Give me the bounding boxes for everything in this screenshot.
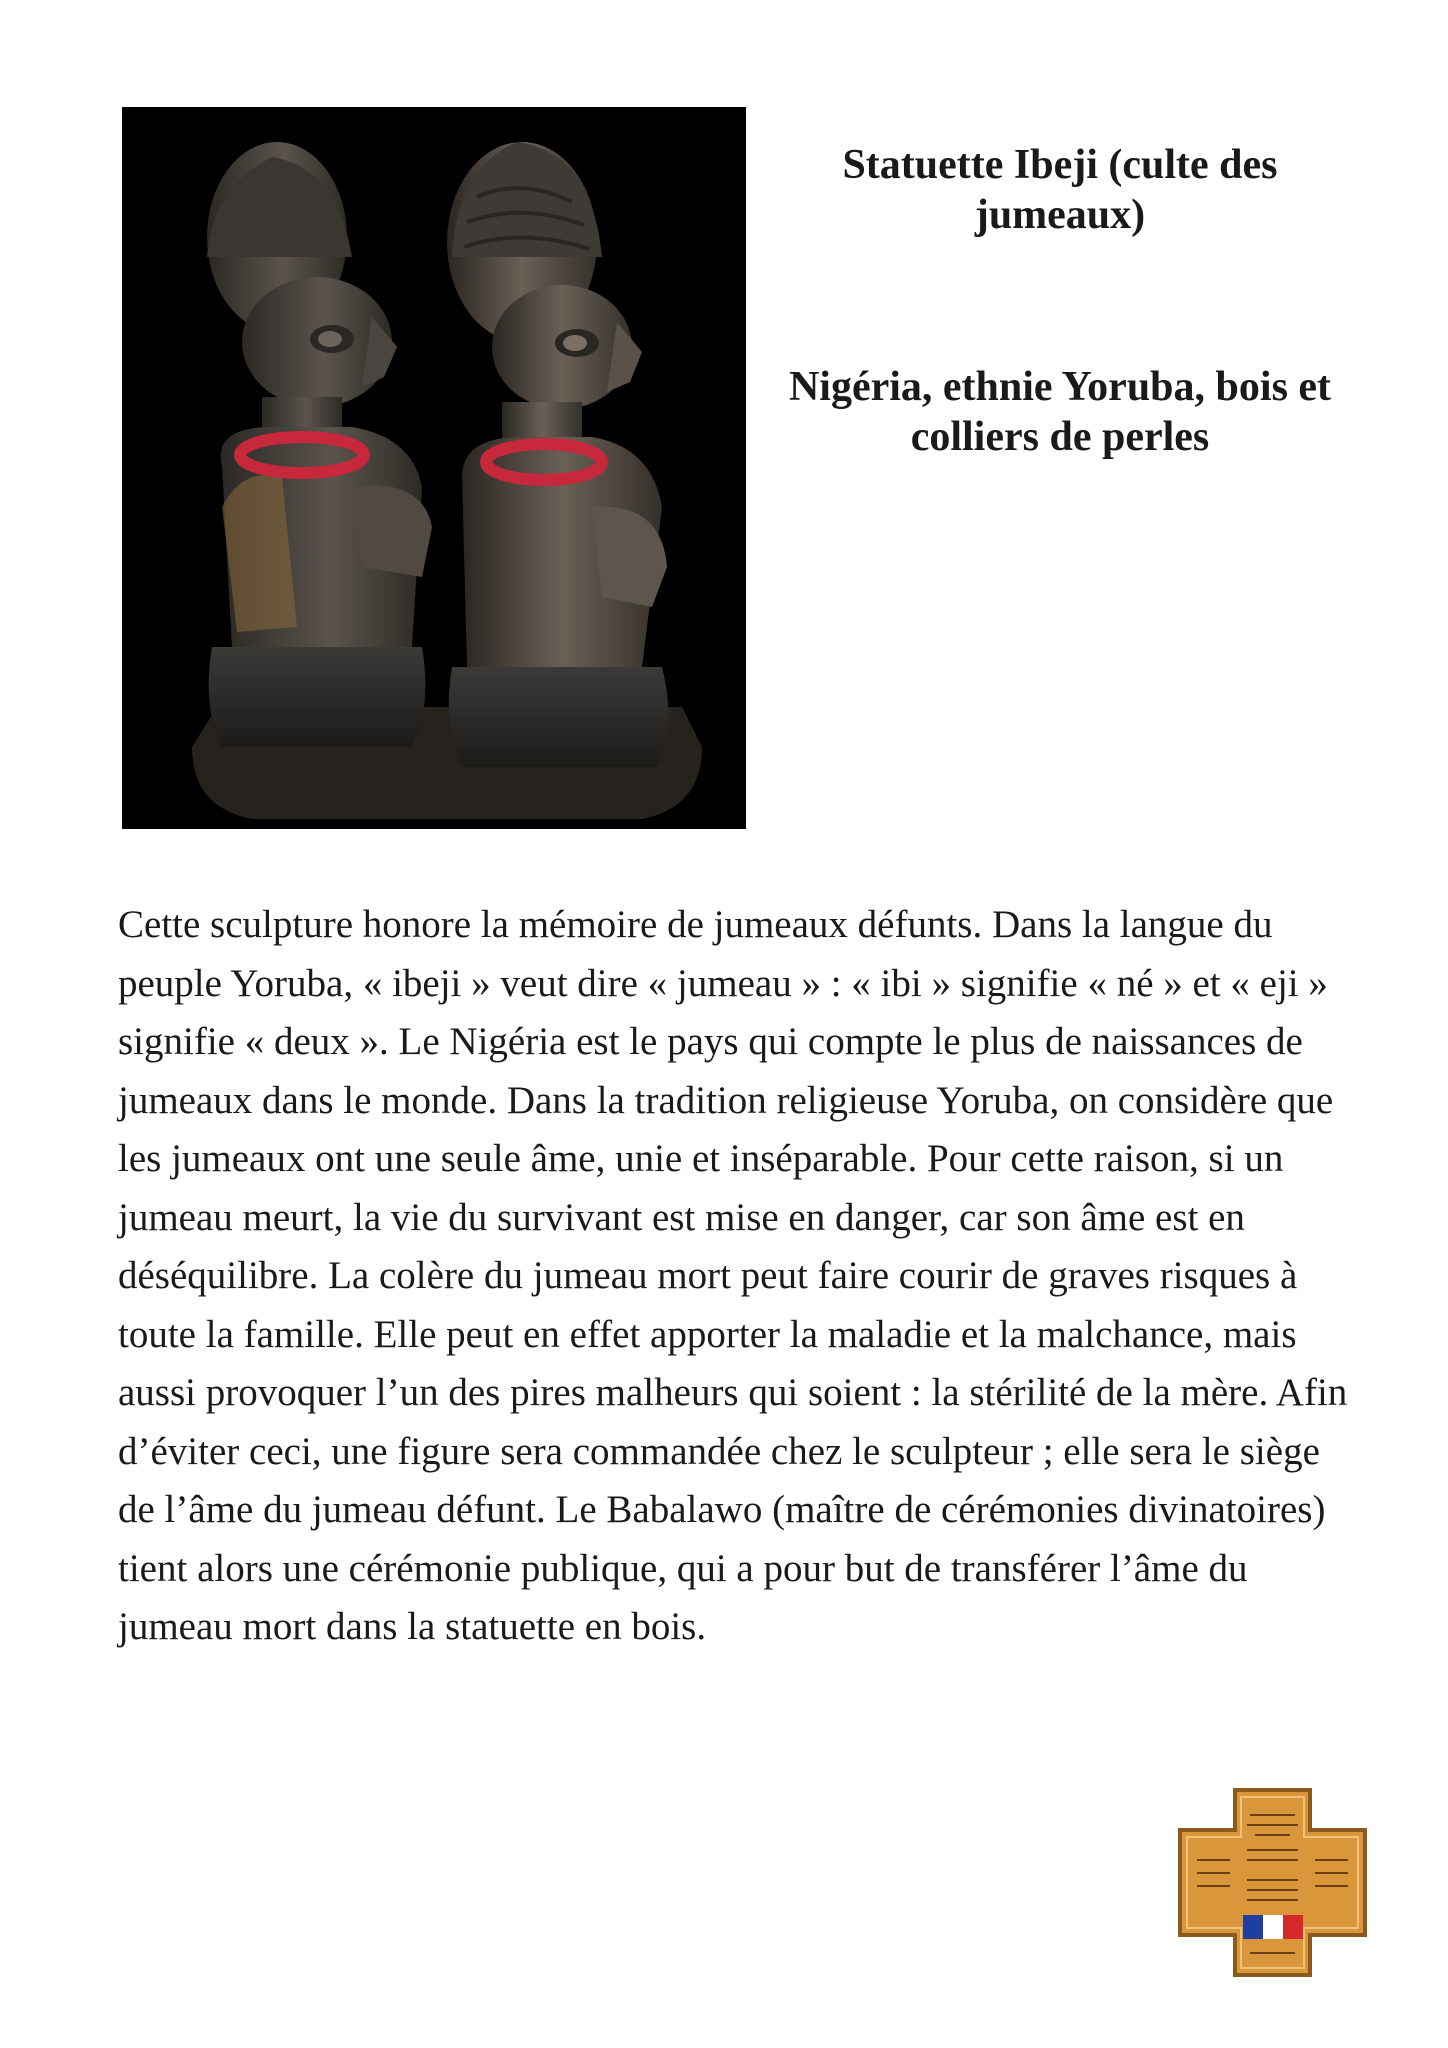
artwork-description: Cette sculpture honore la mémoire de jumeaux défunts. Dans la langue du peuple Yoruba, « ibeji » veut dire « jumeau » : « ibi » signifie « né » et « eji » signifie « deux ». Le Nigéria est le pays qui compte le plus de naissances de jumeaux dans le monde. Dans la tradition religieuse Yoruba, on considère que les jumeaux ont une seule âme, unie et inséparable. Pour cette raison, si un jumeau meurt, la vie du survivant est mise en danger, car son âme est en déséquilibre. La colère du jumeau mort peut faire courir de graves risques à toute la famille. Elle peut en effet apporter la maladie et la malchance, mais aussi provoquer l’un des pires malheurs qui soient : la stérilité de la mère. Afin d’éviter ceci, une figure sera commandée chez le sculpteur ; elle sera le siège de l’âme du jumeau défunt. Le Babalawo (maître de cérémonies divinatoires) tient alors une cérémonie publique, qui a pour but de transférer l’âme du jumeau mort dans la statuette en bois. — [118, 903, 1348, 1648]
title-block — [780, 140, 1340, 462]
ibeji-figures-illustration — [122, 107, 746, 829]
ibeji-twin-statuettes-photo — [122, 107, 746, 829]
seal-icon — [1175, 1785, 1370, 1980]
artwork-origin: Nigéria, ethnie Yoruba, bois et colliers de perles — [788, 364, 1332, 460]
artwork-title: Statuette Ibeji (culte des jumeaux) — [842, 142, 1278, 238]
association-seal — [1175, 1785, 1370, 1980]
french-flag-icon — [1243, 1915, 1303, 1939]
